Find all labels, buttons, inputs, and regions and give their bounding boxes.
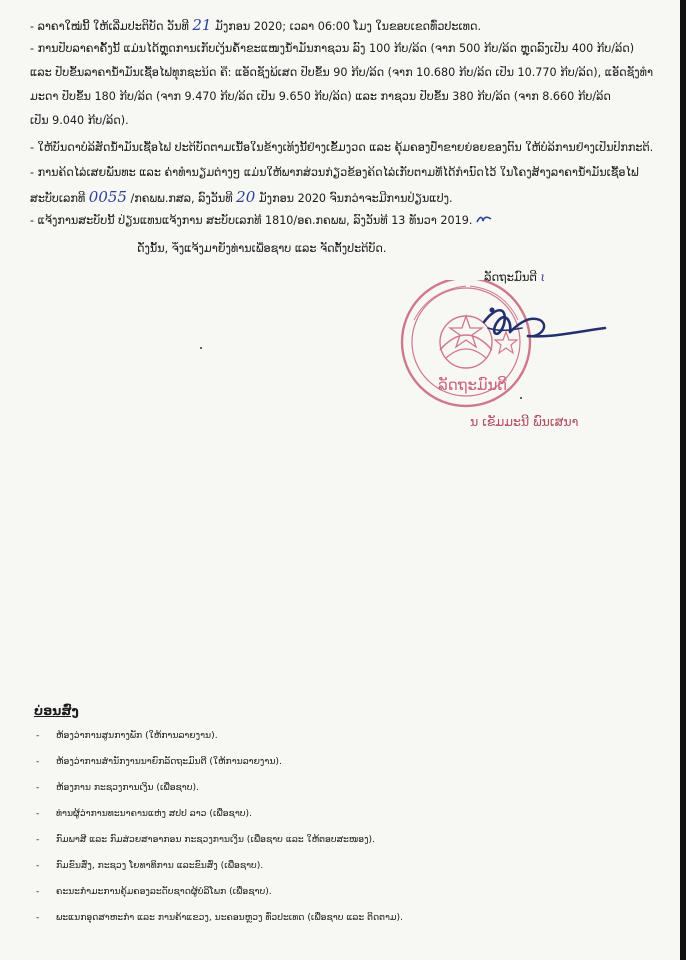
bullet: - <box>36 860 40 871</box>
recipient-item <box>36 860 263 872</box>
paragraph-companies: - ໃຫ້ບັນດາບໍລິສັດນໍ້າມັນເຊື້ອໄຟ ປະຕິບັດຕາມເນື້ອໃນຂ້າງເທິງນີ້ຢ່າງເຂັ້ມງວດ ແລະ ຄຸ້ມຄອງປໍ້າຂາຍຍ່ອຍຂອງຕົນ ໃຫ້ບໍລິການຢ່າງເປັນປົກກະຕິ. <box>30 141 654 154</box>
paragraph-price-line-2: ແລະ ປັບຂຶ້ນລາຄານໍ້າມັນເຊື້ອໄຟທຸກຊະນິດ ຄື: ແອັດຊັງພິເສດ ປັບຂຶ້ນ 90 ກີບ/ລິດ (ຈາກ 10.680 ກີບ/ລິດ ເປັນ 10.770 ກີບ/ລິດ), ແອັດຊັງທໍາ <box>30 66 654 79</box>
recipient-item <box>36 912 403 924</box>
bullet: - <box>36 756 40 767</box>
text: ມັງກອນ 2020 ຈົນກວ່າຈະມີການປ່ຽນແປງ. <box>258 192 453 205</box>
paragraph-price-line-3: ມະດາ ປັບຂຶ້ນ 180 ກີບ/ລິດ (ຈາກ 9.470 ກີບ/ລິດ ເປັນ 9.650 ກີບ/ລິດ) ແລະ ກາຊວນ ປັບຂຶ້ນ 380 ກີບ/ລິດ (ຈາກ 8.660 ກີບ/ລິດ <box>30 90 611 103</box>
title-text: ລັດຖະມົນຕີ <box>484 270 537 284</box>
paragraph-price-line-1: - ການປັບລາຄາຄັ້ງນີ້ ແມ່ນໄດ້ຫຼຸດການເກັບເງິນຄ້ຳຂະແໜງນໍ້າມັນກາຊວນ ລົງ 100 ກີບ/ລິດ (ຈາກ 500 ກີບ/ລິດ ຫຼຸດລົງເປັນ 400 ກີບ/ລິດ) <box>30 42 635 55</box>
recipient-item <box>36 730 218 742</box>
handwritten-mark-icon <box>476 214 492 224</box>
handwritten-number: 0055 <box>88 190 127 206</box>
closing-line: ດັ່ງນັ້ນ, ຈຶ່ງແຈ້ງມາຍັງທ່ານເພື່ອຊາບ ແລະ ຈັດຕັ້ງປະຕິບັດ. <box>137 242 387 255</box>
recipients-title: ບ່ອນສົ່ງ <box>34 703 79 718</box>
recipient-item <box>36 782 199 794</box>
bullet: - <box>36 834 40 845</box>
recipient-text: ພະແນກອຸດສາຫະກໍາ ແລະ ການຄ້າແຂວງ, ນະຄອນຫຼວງ ທົ່ວປະເທດ (ເພື່ອຊາບ ແລະ ຕິດຕາມ). <box>56 912 403 923</box>
recipient-text: ທ່ານຜູ້ວ່າການທະນາຄານແຫ່ງ ສປປ ລາວ (ເພື່ອຊາບ). <box>56 808 253 819</box>
recipient-text: ກົມພາສີ ແລະ ກົມສ່ວຍສາອາກອນ ກະຊວງການເງິນ (ເພື່ອຊາບ ແລະ ໃຫ້ຕອບສະໜອງ). <box>56 834 376 845</box>
recipient-item <box>36 834 375 846</box>
paragraph-fees-line-2 <box>30 190 453 206</box>
scan-edge <box>680 0 686 960</box>
paragraph-replaces <box>30 214 492 228</box>
speck <box>200 347 202 349</box>
bullet: - <box>36 782 40 793</box>
bullet: - <box>36 912 40 923</box>
bullet: - <box>36 886 40 897</box>
bullet: - <box>36 808 40 819</box>
handwritten-tick: ι <box>540 270 546 284</box>
paragraph-effective-date <box>30 18 481 34</box>
recipient-text: ຫ້ອງວ່າການສູນກາງພັກ (ໃຫ້ການລາຍງານ). <box>56 730 218 741</box>
text: - ແຈ້ງການສະບັບນີ້ ປ່ຽນແທນແຈ້ງການ ສະບັບເລກທີ 1810/ອຄ.ກຄພພ, ລົງວັນທີ 13 ທັນວາ 2019. <box>30 214 473 227</box>
stamp-label: ລັດຖະມົນຕີ <box>438 376 507 394</box>
text: - ລາຄາໃໝ່ນີ້ ໃຫ້ເລີ່ມປະຕິບັດ ວັນທີ <box>30 20 189 33</box>
text: ສະບັບເລກທີ <box>30 192 86 205</box>
speck <box>520 397 522 399</box>
recipient-item <box>36 808 252 820</box>
bullet: - <box>36 730 40 741</box>
text: /ກຄພພ.ກສລ, ລົງວັນທີ <box>130 192 233 205</box>
recipient-item <box>36 886 272 898</box>
handwritten-date: 21 <box>192 18 212 34</box>
recipient-text: ຫ້ອງການ ກະຊວງການເງິນ (ເພື່ອຊາບ). <box>56 782 199 793</box>
text: ມັງກອນ 2020; ເວລາ 06:00 ໂມງ ໃນຂອບເຂດທົ່ວປະເທດ. <box>215 20 482 33</box>
signatory-name: ນ ເຂັມມະນີ ພົນເສນາ <box>470 414 579 429</box>
recipient-text: ກົມຂົນສົ່ງ, ກະຊວງ ໂຍທາທິການ ແລະຂົນສົ່ງ (ເພື່ອຊາບ). <box>56 860 264 871</box>
signature-icon <box>484 308 605 336</box>
recipient-text: ຫ້ອງວ່າການສໍານັກງານນາຍົກລັດຖະມົນຕີ (ໃຫ້ການລາຍງານ). <box>56 756 282 767</box>
paragraph-price-line-4: ເປັນ 9.040 ກີບ/ລິດ). <box>30 114 129 127</box>
official-stamp-signature <box>400 280 630 420</box>
recipient-text: ຄະນະກໍາມະການຄຸ້ມຄອງລະດັບຊາດຜູ້ບໍລິໂພກ (ເພື່ອຊາບ). <box>56 886 272 897</box>
recipient-item <box>36 756 282 768</box>
handwritten-day: 20 <box>236 190 256 206</box>
paragraph-fees-line-1: - ການຄິດໄລ່ເສຍພັນທະ ແລະ ຄ່າທໍານຽມຕ່າງໆ ແມ່ນໃຫ້ພາກສ່ວນກ່ຽວຂ້ອງຄິດໄລ່ເກັບຕາມທີ່ໄດ້ກໍານົດໄວ້ ໃນໂຄງສ້າງລາຄານໍ້າມັນເຊື້ອໄຟ <box>30 166 639 179</box>
